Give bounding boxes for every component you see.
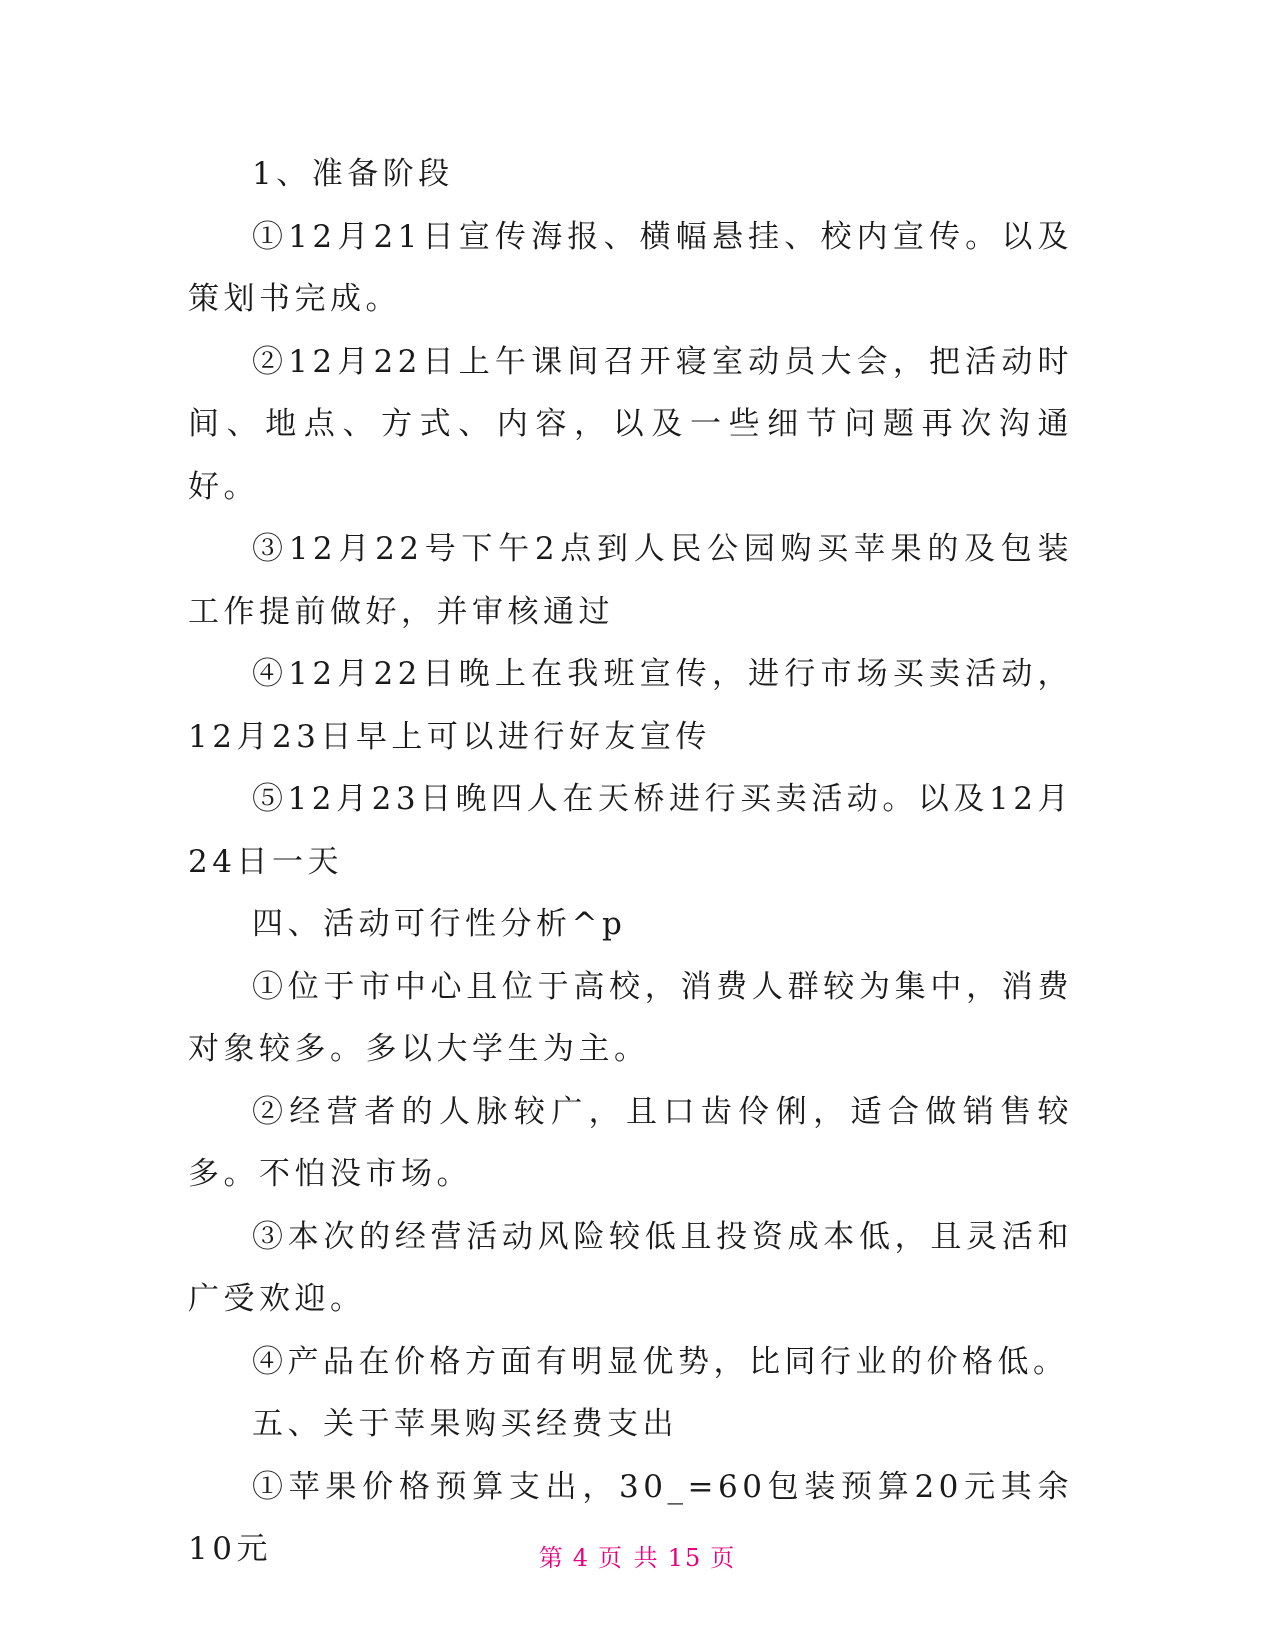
paragraph-item-4: ④12月22日晚上在我班宣传，进行市场买卖活动，12月23日早上可以进行好友宣传 (188, 656, 1073, 755)
document-body (188, 143, 1073, 1581)
paragraph-item-3: ③12月22号下午2点到人民公园购买苹果的及包装工作提前做好，并审核通过 (188, 531, 1073, 630)
paragraph-budget-1: ①苹果价格预算支出，30_=60包装预算20元其余10元 (188, 1468, 1073, 1567)
paragraph-feasibility-1: ①位于市中心且位于高校，消费人群较为集中，消费对象较多。多以大学生为主。 (188, 968, 1073, 1067)
section-heading-feasibility: 四、活动可行性分析^p (252, 906, 627, 942)
page-footer (0, 1538, 1275, 1573)
section-heading-prep: 1、准备阶段 (252, 156, 454, 192)
paragraph-item-2: ②12月22日上午课间召开寝室动员大会，把活动时间、地点、方式、内容，以及一些细节问题再次沟通好。 (188, 343, 1073, 505)
footer-prefix: 第 (538, 1544, 565, 1572)
paragraph-feasibility-3: ③本次的经营活动风险较低且投资成本低，且灵活和广受欢迎。 (188, 1218, 1073, 1317)
footer-suffix: 页 (710, 1544, 737, 1572)
paragraph-item-1: ①12月21日宣传海报、横幅悬挂、校内宣传。以及策划书完成。 (188, 218, 1073, 317)
paragraph-item-5: ⑤12月23日晚四人在天桥进行买卖活动。以及12月24日一天 (188, 781, 1073, 880)
paragraph-feasibility-4: ④产品在价格方面有明显优势，比同行业的价格低。 (252, 1343, 1069, 1380)
footer-current-page: 4 (572, 1544, 591, 1572)
footer-middle: 页 共 (598, 1544, 660, 1572)
paragraph-feasibility-2: ②经营者的人脉较广，且口齿伶俐，适合做销售较多。不怕没市场。 (188, 1093, 1073, 1192)
footer-total-pages: 15 (667, 1544, 703, 1572)
section-heading-budget: 五、关于苹果购买经费支出 (252, 1406, 678, 1442)
